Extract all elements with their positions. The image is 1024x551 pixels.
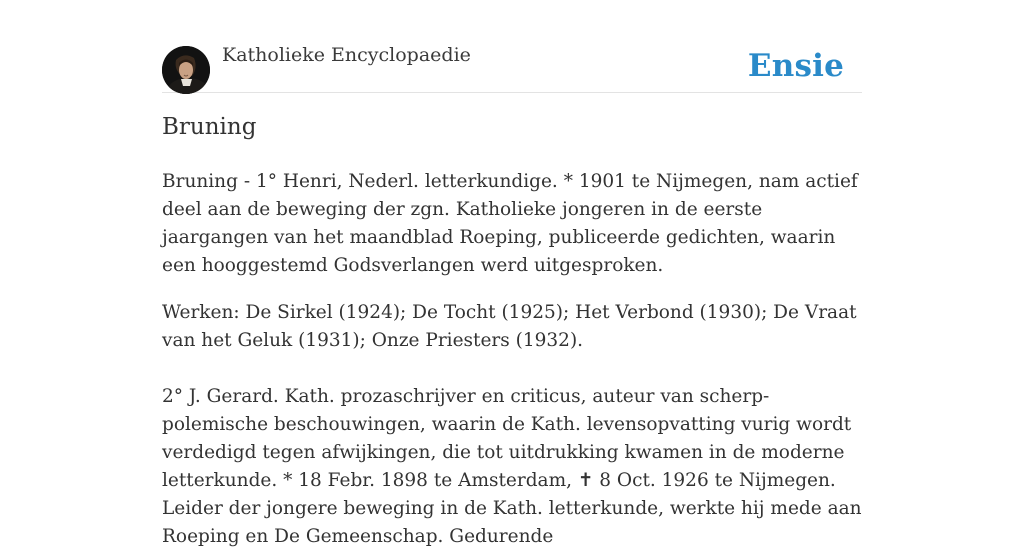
article-title: Bruning: [162, 114, 257, 140]
article-paragraph: Bruning - 1° Henri, Nederl. letterkundige. * 1901 te Nijmegen, nam actief deel aan de beweging der zgn. Katholieke jongeren in de eerste jaargangen van het maandblad Roeping, publiceerde gedichten, waarin een hooggestemd Godsverlangen werd uitgesproken.: [162, 171, 858, 276]
site-name[interactable]: Katholieke Encyclopaedie: [222, 44, 471, 66]
article-paragraph: 2° J. Gerard. Kath. prozaschrijver en criticus, auteur van scherp-polemische beschouwingen, waarin de Kath. levensopvatting vurig wordt verdedigd tegen afwijkingen, die tot uitdrukking kwamen in de moderne letterkunde. * 18 Febr. 1898 te Amsterdam, ✝ 8 Oct. 1926 te Nijmegen. Leider der jongere beweging in de Kath. letterkunde, werkte hij mede aan Roeping en De Gemeenschap. Gedurende: [162, 386, 862, 547]
portrait-avatar-icon[interactable]: [162, 46, 210, 94]
site-header: [162, 0, 862, 93]
article-body: [162, 168, 867, 551]
page-content: [162, 0, 862, 547]
brand-logo[interactable]: Ensie: [747, 48, 844, 84]
article-paragraph: Werken: De Sirkel (1924); De Tocht (1925); Het Verbond (1930); De Vraat van het Geluk (1931); Onze Priesters (1932).: [162, 302, 857, 351]
